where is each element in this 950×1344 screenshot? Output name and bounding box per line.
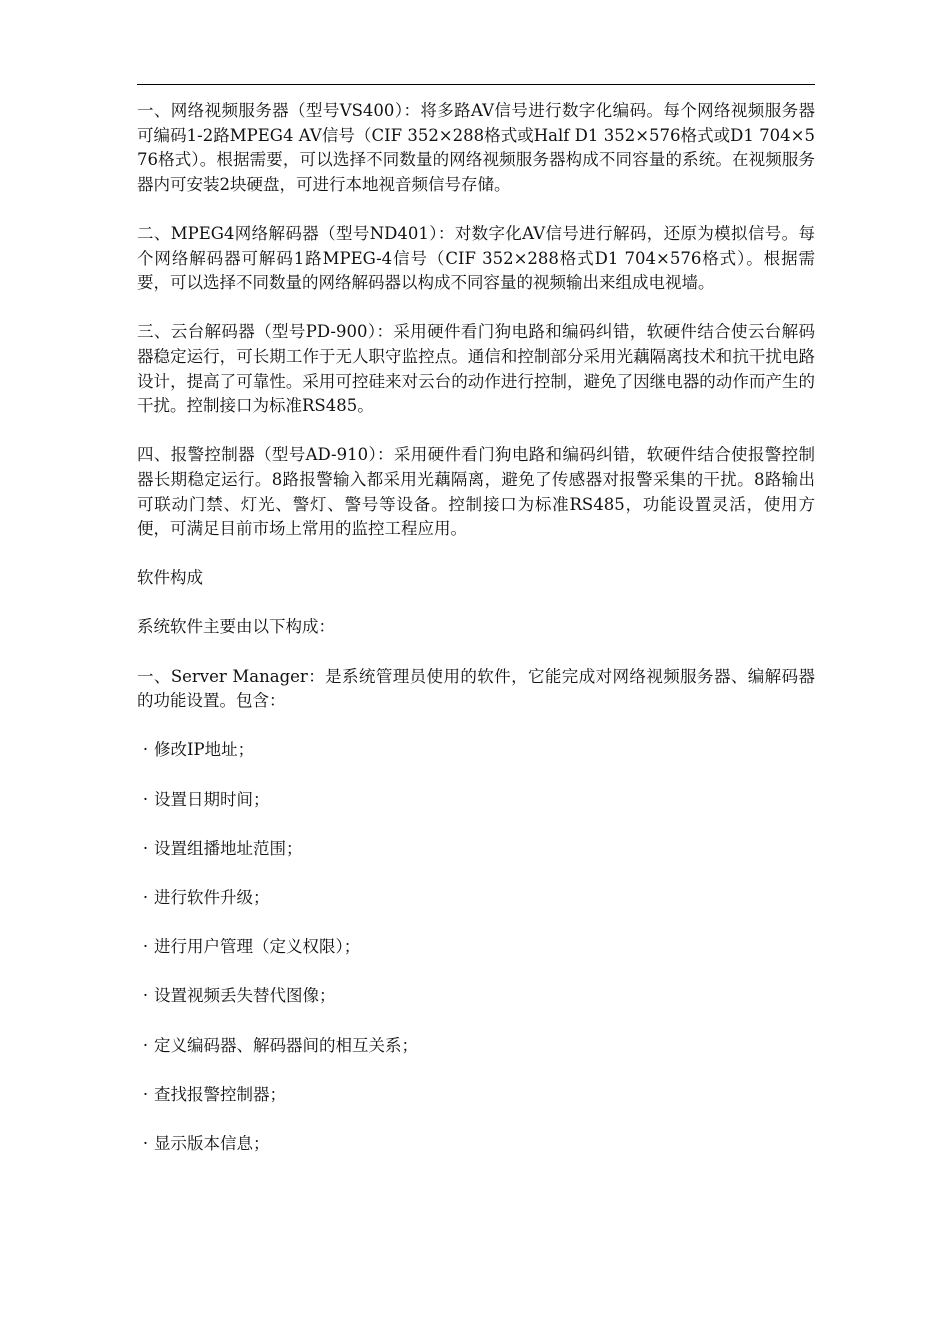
paragraph-network-decoder: 二、MPEG4网络解码器（型号ND401）：对数字化AV信号进行解码，还原为模拟信号。每个网络解码器可解码1路MPEG-4信号（CIF 352×288格式D1 704×576格式）。根据需要，可以选择不同数量的网络解码器以构成不同容量的视频输出来组成电视墙。 [137, 223, 815, 293]
paragraph-server-manager: 一、Server Manager：是系统管理员使用的软件，它能完成对网络视频服务器、编解码器的功能设置。包含： [137, 666, 815, 711]
list-item-text: 设置组播地址范围； [154, 838, 303, 858]
list-item-text: 查找报警控制器； [154, 1084, 286, 1104]
list-item-text: 设置日期时间； [154, 789, 270, 809]
document-body [137, 99, 815, 1181]
list-item [137, 1034, 815, 1059]
header-rule [137, 84, 815, 85]
list-item [137, 886, 815, 911]
bullet-dot: · [142, 1035, 149, 1055]
list-item [137, 738, 815, 763]
list-item [137, 837, 815, 862]
software-intro: 系统软件主要由以下构成： [137, 617, 335, 637]
list-item [137, 984, 815, 1009]
list-item [137, 1132, 815, 1157]
bullet-dot: · [142, 1133, 149, 1153]
bullet-dot: · [142, 986, 149, 1006]
list-item [137, 1083, 815, 1108]
bullet-dot: · [142, 740, 149, 760]
list-item-text: 修改IP地址； [154, 740, 255, 760]
feature-list [137, 738, 815, 1156]
list-item-text: 进行用户管理（定义权限）； [154, 937, 361, 957]
bullet-dot: · [142, 1084, 149, 1104]
bullet-dot: · [142, 838, 149, 858]
bullet-dot: · [142, 937, 149, 957]
paragraph-video-server: 一、网络视频服务器（型号VS400）：将多路AV信号进行数字化编码。每个网络视频服务器可编码1-2路MPEG4 AV信号（CIF 352×288格式或Half D1 352×576格式或D1 704×576格式）。根据需要，可以选择不同数量的网络视频服务器构成不同容量的系统。在视频服务器内可安装2块硬盘，可进行本地视音频信号存储。 [137, 101, 815, 194]
paragraph-alarm-controller: 四、报警控制器（型号AD-910）：采用硬件看门狗电路和编码纠错，软硬件结合使报警控制器长期稳定运行。8路报警输入都采用光藕隔离，避免了传感器对报警采集的干扰。8路输出可联动门禁、灯光、警灯、警号等设备。控制接口为标准RS485，功能设置灵活，使用方便，可满足目前市场上常用的监控工程应用。 [137, 445, 815, 539]
bullet-dot: · [142, 789, 149, 809]
section-heading-software: 软件构成 [137, 568, 203, 588]
list-item-text: 定义编码器、解码器间的相互关系； [154, 1035, 418, 1055]
bullet-dot: · [142, 888, 149, 907]
list-item-text: 显示版本信息； [154, 1133, 270, 1153]
paragraph-ptz-decoder: 三、云台解码器（型号PD-900）：采用硬件看门狗电路和编码纠错，软硬件结合使云台解码器稳定运行，可长期工作于无人职守监控点。通信和控制部分采用光藕隔离技术和抗干扰电路设计，提高了可靠性。采用可控硅来对云台的动作进行控制，避免了因继电器的动作而产生的干扰。控制接口为标准RS485。 [137, 322, 815, 416]
list-item-text: 进行软件升级； [154, 888, 270, 907]
list-item-text: 设置视频丢失替代图像； [154, 986, 336, 1006]
list-item [137, 788, 815, 813]
list-item [137, 935, 815, 960]
